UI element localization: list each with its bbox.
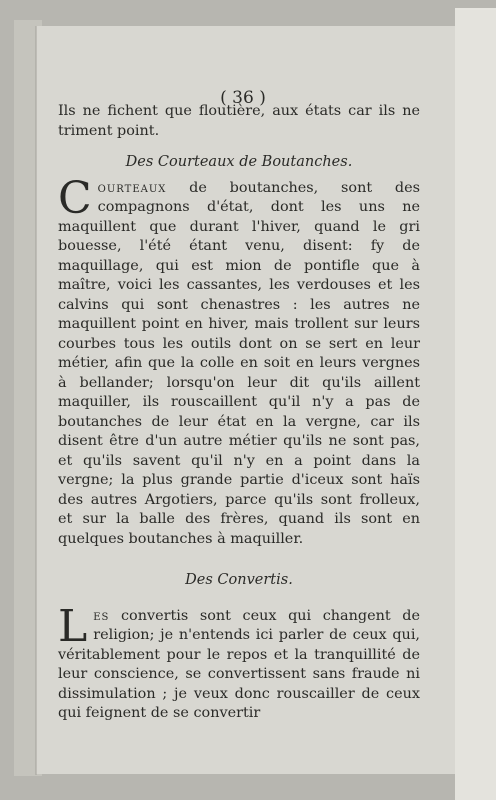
facing-page-edge <box>455 10 496 800</box>
opening-word: ourteaux <box>97 179 167 196</box>
section-heading-convertis: Des Convertis. <box>185 572 293 588</box>
opening-word: es <box>93 607 110 624</box>
paragraph-body: de boutanches, sont des compagnons d'état, dont les uns ne maquillent que durant l'hiver, quand le gri bouesse, l'été étant venu, disent: fy de maquillage, qui est mion de pontifle que à maître, voici les cassantes, les verdouses et les calvins qui sont chenastres : les autres ne maquillent point en hiver, mais trollent sur leurs courbes tous les outils dont on se sert en leur métier, afin que la colle en soit en leurs vergnes à bellander; lorsqu'on leur dit qu'ils aillent maquiller, ils rouscaillent qu'il n'y a pas de boutanches de leur état en la vergne, car ils disent être d'un autre métier qu'ils ne sont pas, et qu'ils savent qu'il n'y en a point dans la vergne; la plus grande partie d'iceux sont haïs des autres Argotiers, parce qu'ils sont frolleux, et sur la balle des frères, quand ils sont en quelques boutanches à maquiller. <box>58 179 421 547</box>
page-text <box>58 84 420 724</box>
paragraph-courteaux <box>58 172 421 550</box>
paragraph-body: convertis sont ceux qui changent de religion; je n'entends ici parler de ceux qui, véritablement pour le repos et la tranquillité de leur conscience, se convertissent sans fraude ni dissimulation ; je veux donc rouscailler de ceux qui feignent de se convertir <box>58 607 420 721</box>
drop-cap-c: C <box>58 172 92 224</box>
paragraph-convertis <box>58 600 420 724</box>
page-number: ( 36 ) <box>220 88 266 108</box>
drop-cap-l: L <box>58 600 88 652</box>
section-heading-courteaux: Des Courteaux de Boutanches. <box>125 154 353 170</box>
continuation-paragraph: Ils ne fichent que floutière, aux états car ils ne triment point. <box>58 103 420 139</box>
